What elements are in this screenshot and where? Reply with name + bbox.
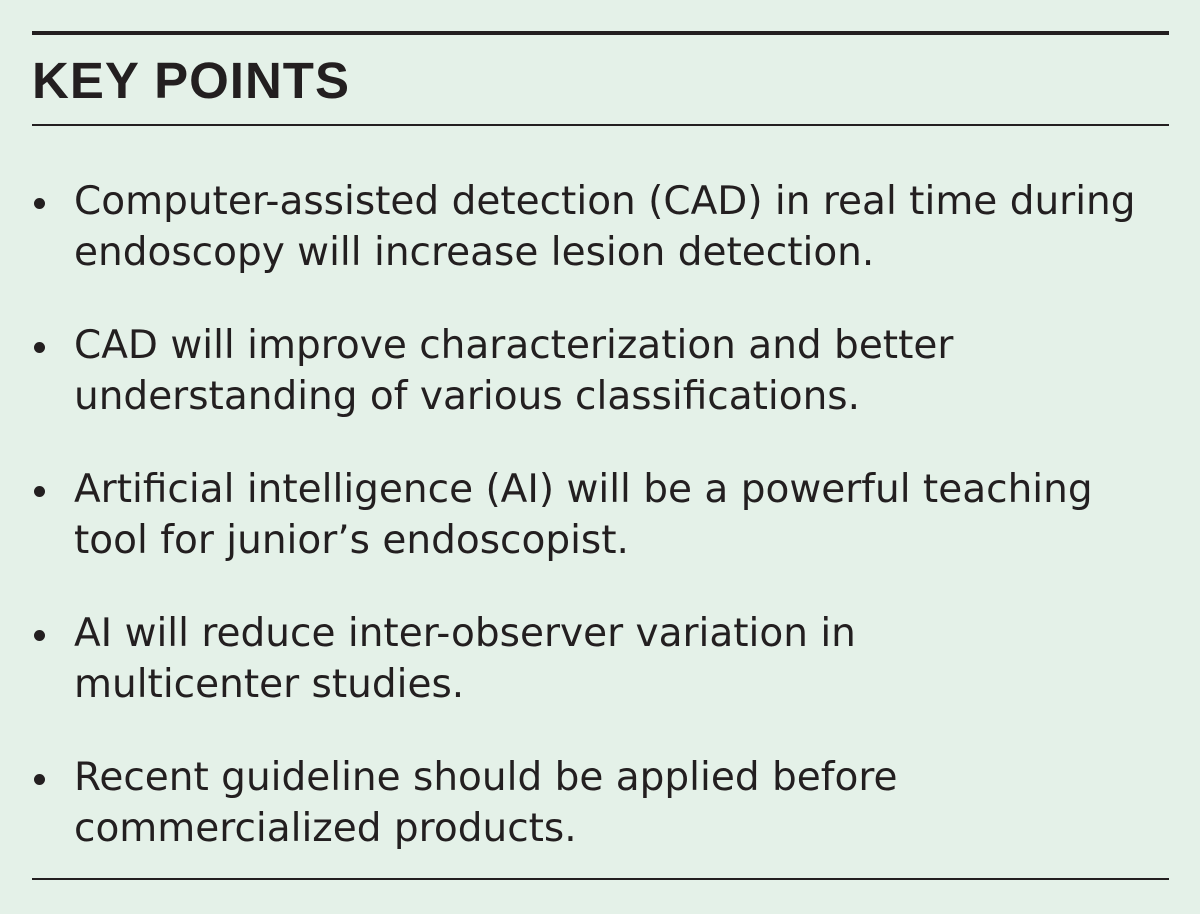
key-point-2	[32, 320, 1162, 422]
key-point-5	[32, 752, 1162, 854]
key-point-line: commercialized products.	[74, 806, 577, 851]
key-point-3	[32, 464, 1162, 566]
key-point-line: AI will reduce inter-observer variation in	[74, 611, 856, 656]
key-point-line: CAD will improve characterization and better	[74, 323, 954, 368]
key-point-1	[32, 176, 1162, 278]
bullet-icon	[34, 630, 45, 641]
key-point-line: tool for junior’s endoscopist.	[74, 518, 629, 563]
key-point-line: endoscopy will increase lesion detection.	[74, 230, 875, 275]
bullet-icon	[34, 342, 45, 353]
key-point-4	[32, 608, 1162, 710]
bottom-rule	[32, 878, 1169, 880]
key-point-line: Computer-assisted detection (CAD) in real time during	[74, 179, 1136, 224]
heading-rule	[32, 124, 1169, 126]
bullet-icon	[34, 774, 45, 785]
key-point-line: multicenter studies.	[74, 662, 465, 707]
key-point-line: Recent guideline should be applied before	[74, 755, 898, 800]
key-point-line: understanding of various classifications.	[74, 374, 861, 419]
key-point-line: Artificial intelligence (AI) will be a powerful teaching	[74, 467, 1093, 512]
key-points-heading: KEY POINTS	[32, 52, 350, 109]
bullet-icon	[34, 486, 45, 497]
bullet-icon	[34, 198, 45, 209]
top-rule	[32, 31, 1169, 35]
key-points-list	[32, 176, 1162, 896]
